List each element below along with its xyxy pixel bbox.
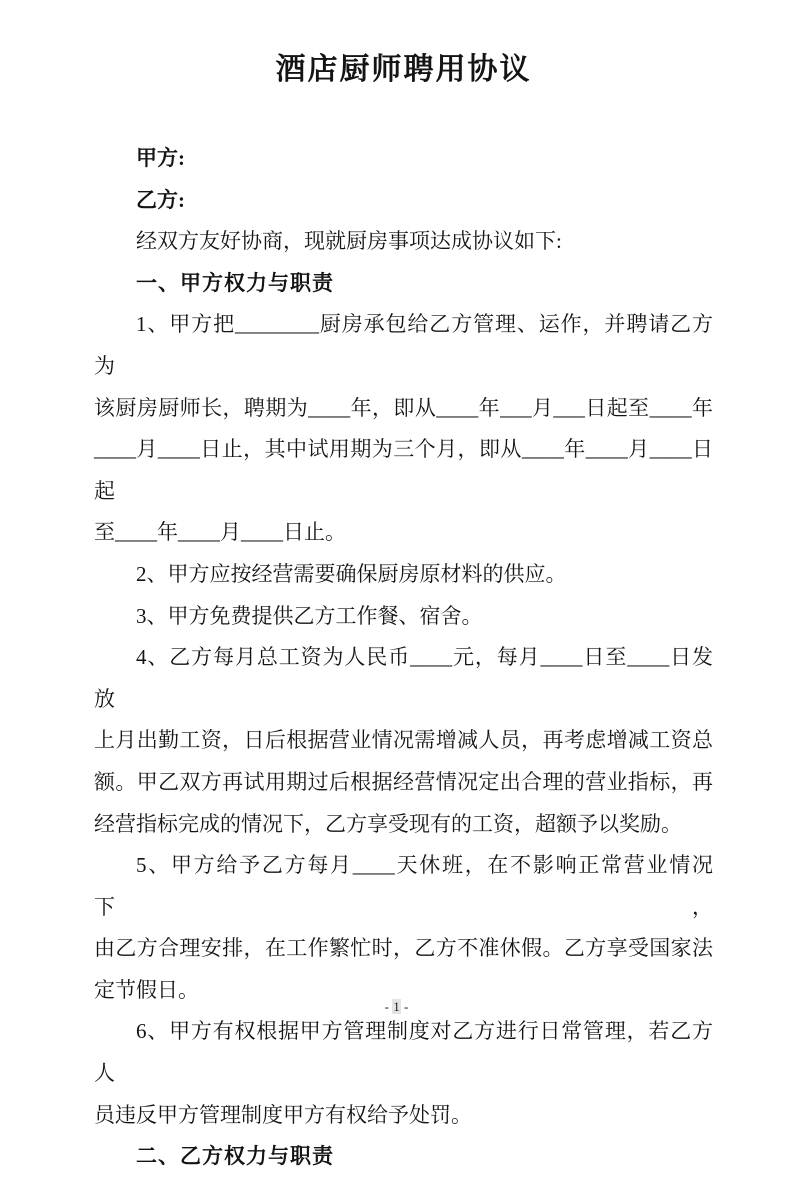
- text-line: 额。甲乙双方再试用期过后根据经营情况定出合理的营业指标，再: [94, 769, 713, 794]
- text-line: 乙方:: [136, 187, 185, 212]
- paragraph: [94, 304, 713, 554]
- page-number: 1: [393, 999, 400, 1014]
- text-line: 1、甲方把________厨房承包给乙方管理、运作，并聘请乙方为: [94, 312, 713, 378]
- paragraph: [94, 596, 713, 638]
- text-line: 该厨房厨师长，聘期为____年，即从____年___月___日起至____年: [94, 395, 713, 420]
- text-line: 员违反甲方管理制度甲方有权给予处罚。: [94, 1102, 472, 1127]
- text-line: 经营指标完成的情况下，乙方享受现有的工资，超额予以奖励。: [94, 811, 682, 836]
- text-line: 6、甲方有权根据甲方管理制度对乙方进行日常管理，若乙方人: [94, 1019, 713, 1086]
- paragraph: [94, 637, 713, 845]
- text-line: 4、乙方每月总工资为人民币____元，每月____日至____日发放: [94, 645, 713, 711]
- text-line: 至____年____月____日止。: [94, 520, 346, 545]
- document-body: [94, 138, 713, 1178]
- footer-dash-left: -: [384, 999, 393, 1014]
- paragraph: [94, 221, 713, 263]
- text-line: 由乙方合理安排，在工作繁忙时，乙方不准休假。乙方享受国家法: [94, 936, 713, 961]
- text-line: 二、乙方权力与职责: [136, 1145, 334, 1169]
- text-line: 2、甲方应按经营需要确保厨房原材料的供应。: [136, 561, 567, 586]
- paragraph: [94, 1011, 713, 1136]
- paragraph: [94, 138, 713, 180]
- text-line: 3、甲方免费提供乙方工作餐、宿舍。: [136, 603, 483, 628]
- text-line: ____月____日止，其中试用期为三个月，即从____年____月____日起: [94, 437, 713, 503]
- footer-dash-right: -: [400, 999, 409, 1014]
- text-line: 5、甲方给予乙方每月____天休班，在不影响正常营业情况下，: [94, 853, 713, 919]
- paragraph: [94, 845, 713, 1011]
- paragraph: [94, 180, 713, 222]
- document-title: 酒店厨师聘用协议: [275, 53, 532, 86]
- paragraph: [94, 263, 713, 305]
- text-line: 甲方:: [136, 146, 185, 170]
- paragraph: [94, 1136, 713, 1178]
- text-line: 定节假日。: [94, 977, 199, 1002]
- text-line: 经双方友好协商，现就厨房事项达成协议如下:: [136, 229, 562, 254]
- page-footer: [0, 998, 793, 1016]
- paragraph: [94, 554, 713, 596]
- text-line: 上月出勤工资，日后根据营业情况需增减人员，再考虑增减工资总: [94, 728, 713, 753]
- text-line: 一、甲方权力与职责: [136, 271, 334, 295]
